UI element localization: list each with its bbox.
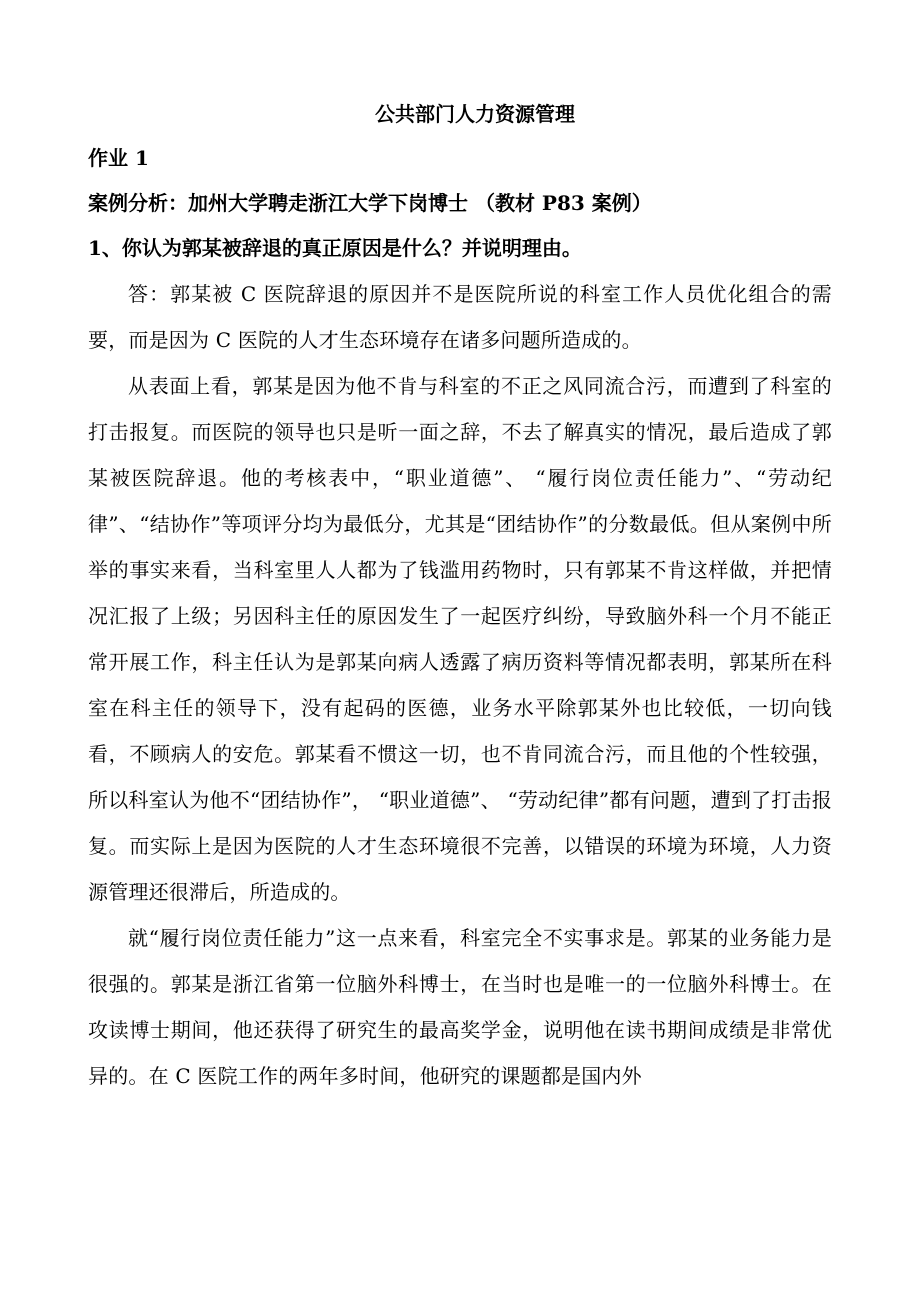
document-title: 公共部门人力资源管理 xyxy=(375,102,575,126)
answer-paragraph: 答：郭某被 C 医院辞退的原因并不是医院所说的科室工作人员优化组合的需要，而是因为 C 医院的人才生态环境存在诸多问题所造成的。 xyxy=(88,282,832,352)
body-paragraph: 就“履行岗位责任能力”这一点来看，科室完全不实事求是。郭某的业务能力是很强的。郭某是浙江省第一位脑外科博士，在当时也是唯一的一位脑外科博士。在攻读博士期间，他还获得了研究生的最高奖学金，说明他在读书期间成绩是非常优异的。在 C 医院工作的两年多时间，他研究的课题都是国内外 xyxy=(88,926,832,1088)
assignment-heading: 作业 1 xyxy=(88,146,149,170)
body-paragraph: 从表面上看，郭某是因为他不肯与科室的不正之风同流合污，而遭到了科室的打击报复。而医院的领导也只是听一面之辞，不去了解真实的情况，最后造成了郭某被医院辞退。他的考核表中，“职业道德”、 “履行岗位责任能力”、“劳动纪律”、“结协作”等项评分均为最低分，尤其是“团结协作”的分数最低。但从案例中所举的事实来看，当科室里人人都为了钱滥用药物时，只有郭某不肯这样做，并把情况汇报了上级；另因科主任的原因发生了一起医疗纠纷，导致脑外科一个月不能正常开展工作，科主任认为是郭某向病人透露了病历资料等情况都表明，郭某所在科室在科主任的领导下，没有起码的医德，业务水平除郭某外也比较低，一切向钱看，不顾病人的安危。郭某看不惯这一切，也不肯同流合污，而且他的个性较强，所以科室认为他不“团结协作”， “职业道德”、 “劳动纪律”都有问题，遭到了打击报复。而实际上是因为医院的人才生态环境很不完善，以错误的环境为环境，人力资源管理还很滞后，所造成的。 xyxy=(88,374,832,904)
case-heading: 案例分析：加州大学聘走浙江大学下岗博士 （教材 P83 案例） xyxy=(88,191,652,215)
question-heading: 1、你认为郭某被辞退的真正原因是什么？并说明理由。 xyxy=(88,236,582,260)
